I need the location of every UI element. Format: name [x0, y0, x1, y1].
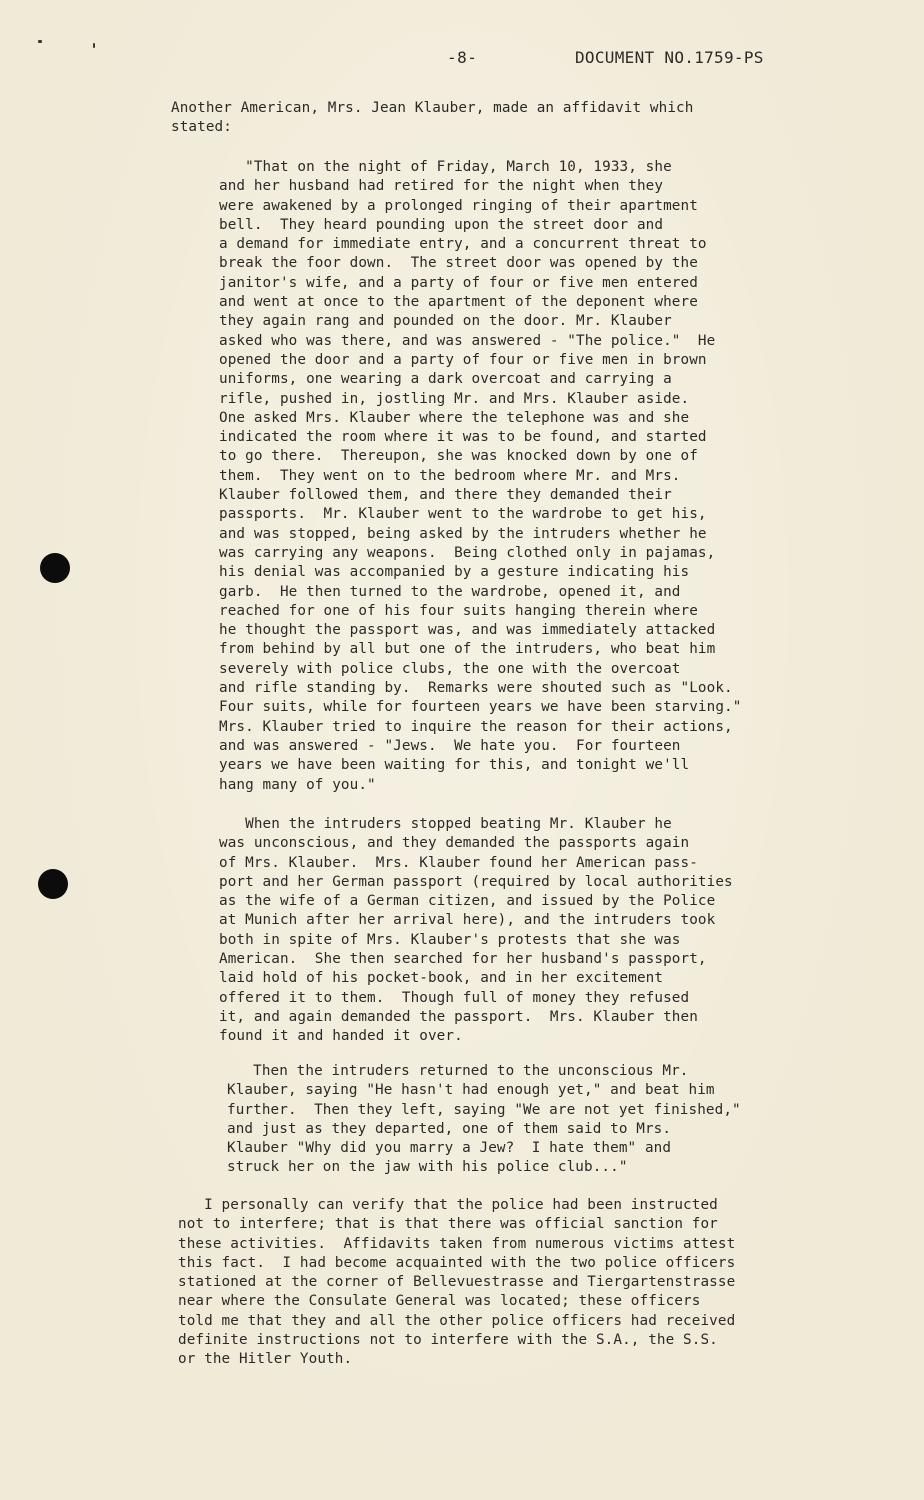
affidavit-quote-paragraph-3 [227, 1062, 741, 1178]
text-line: both in spite of Mrs. Klauber's protests that she was [219, 931, 681, 948]
text-line: Klauber followed them, and there they demanded their [219, 487, 672, 504]
text-line: or the Hitler Youth. [178, 1351, 353, 1368]
text-line: and rifle standing by. Remarks were shouted such as "Look. [219, 680, 733, 697]
text-line: severely with police clubs, the one with the overcoat [219, 660, 681, 677]
text-line: port and her German passport (required by local authorities [219, 873, 733, 890]
text-line: American. She then searched for her husband's passport, [219, 951, 707, 968]
text-line: and was stopped, being asked by the intruders whether he [219, 525, 707, 542]
text-line: at Munich after her arrival here), and the intruders took [219, 912, 716, 929]
text-line: "That on the night of Friday, March 10, 1933, she [219, 159, 672, 175]
text-line: passports. Mr. Klauber went to the wardrobe to get his, [219, 506, 707, 523]
text-line: this fact. I had become acquainted with the two police officers [178, 1254, 736, 1271]
text-line: Klauber "Why did you marry a Jew? I hate them" and [227, 1140, 672, 1157]
text-line: One asked Mrs. Klauber where the telephone was and she [219, 409, 690, 426]
text-line: further. Then they left, saying "We are not yet finished," [227, 1101, 741, 1118]
text-line: and went at once to the apartment of the deponent where [219, 294, 698, 311]
text-line: stated: [171, 119, 232, 136]
text-line: garb. He then turned to the wardrobe, opened it, and [219, 583, 681, 600]
punch-hole [40, 553, 70, 583]
text-line: break the foor down. The street door was opened by the [219, 255, 698, 272]
text-line: bell. They heard pounding upon the street door and [219, 216, 664, 233]
text-line: offered it to them. Though full of money they refused [219, 989, 690, 1006]
document-id: DOCUMENT NO.1759-PS [575, 48, 764, 67]
text-line: told me that they and all the other police officers had received [178, 1312, 736, 1329]
text-line: and was answered - "Jews. We hate you. For fourteen [219, 737, 681, 754]
text-line: Klauber, saying "He hasn't had enough yet," and beat him [227, 1082, 715, 1099]
text-line: opened the door and a party of four or five men in brown [219, 351, 707, 368]
punch-hole [38, 869, 68, 899]
text-line: stationed at the corner of Bellevuestrasse and Tiergartenstrasse [178, 1274, 736, 1291]
text-line: Another American, Mrs. Jean Klauber, made an affidavit which [171, 100, 694, 116]
text-line: and her husband had retired for the night when they [219, 178, 664, 195]
text-line: reached for one of his four suits hanging therein where [219, 602, 698, 619]
text-line: Mrs. Klauber tried to inquire the reason for their actions, [219, 718, 733, 735]
intro-paragraph [171, 99, 693, 138]
page-number: -8- [447, 48, 478, 67]
text-line: it, and again demanded the passport. Mrs. Klauber then [219, 1008, 698, 1025]
affidavit-quote-paragraph-1 [219, 158, 741, 795]
closing-paragraph [178, 1196, 735, 1370]
text-line: years we have been waiting for this, and tonight we'll [219, 757, 690, 774]
text-line: Then the intruders returned to the unconscious Mr. [227, 1063, 689, 1079]
text-line: janitor's wife, and a party of four or five men entered [219, 274, 698, 291]
text-line: asked who was there, and was answered - "The police." He [219, 332, 716, 349]
text-line: a demand for immediate entry, and a concurrent threat to [219, 236, 707, 253]
text-line: Four suits, while for fourteen years we have been starving." [219, 699, 742, 716]
text-line: his denial was accompanied by a gesture indicating his [219, 564, 690, 581]
ink-speck [93, 43, 95, 48]
text-line: uniforms, one wearing a dark overcoat and carrying a [219, 371, 672, 388]
text-line: to go there. Thereupon, she was knocked down by one of [219, 448, 698, 465]
text-line: hang many of you." [219, 776, 376, 793]
text-line: was unconscious, and they demanded the passports again [219, 835, 690, 852]
affidavit-quote-paragraph-2 [219, 815, 733, 1047]
text-line: he thought the passport was, and was immediately attacked [219, 622, 716, 639]
text-line: laid hold of his pocket-book, and in her excitement [219, 970, 664, 987]
text-line: were awakened by a prolonged ringing of their apartment [219, 197, 698, 214]
text-line: found it and handed it over. [219, 1028, 463, 1045]
text-line: them. They went on to the bedroom where Mr. and Mrs. [219, 467, 681, 484]
text-line: from behind by all but one of the intruders, who beat him [219, 641, 716, 658]
text-line: near where the Consulate General was located; these officers [178, 1293, 701, 1310]
text-line: definite instructions not to interfere with the S.A., the S.S. [178, 1332, 718, 1349]
text-line: of Mrs. Klauber. Mrs. Klauber found her American pass- [219, 854, 698, 871]
text-line: I personally can verify that the police had been instructed [178, 1197, 718, 1213]
text-line: and just as they departed, one of them said to Mrs. [227, 1120, 672, 1137]
text-line: they again rang and pounded on the door. Mr. Klauber [219, 313, 672, 330]
text-line: these activities. Affidavits taken from numerous victims attest [178, 1235, 736, 1252]
text-line: not to interfere; that is that there was official sanction for [178, 1216, 718, 1233]
text-line: rifle, pushed in, jostling Mr. and Mrs. Klauber aside. [219, 390, 690, 407]
text-line: indicated the room where it was to be found, and started [219, 429, 707, 446]
text-line: struck her on the jaw with his police club..." [227, 1159, 628, 1176]
ink-speck [38, 40, 42, 43]
text-line: When the intruders stopped beating Mr. Klauber he [219, 816, 672, 832]
text-line: was carrying any weapons. Being clothed only in pajamas, [219, 544, 716, 561]
text-line: as the wife of a German citizen, and issued by the Police [219, 893, 716, 910]
